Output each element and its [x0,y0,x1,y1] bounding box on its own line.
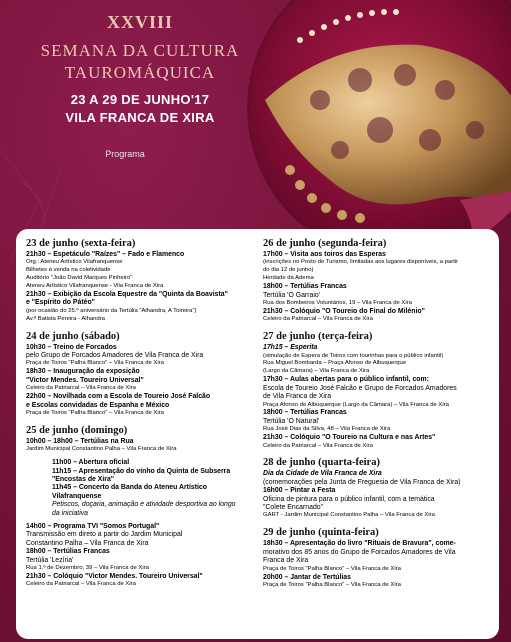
event-line: "Encostas de Xira" [52,475,115,483]
event-line: 21h30 – Colóquio "O Toureio do Final do Milénio" [263,307,425,315]
venue-line: Celeiro da Patriarcal – Vila Franca de Xira [263,316,373,323]
programa-label: Programa [105,149,145,159]
event-line: 11h45 – Concerto da Banda do Ateneu Artístico [52,484,207,492]
detail-line: de Vila Franca de Xira [263,393,332,401]
venue-line: Rua Miguel Bombarda – Praça Afonso de Albuquerque [263,360,407,367]
event-line: 17h30 – Aulas abertas para o público infantil, com: [263,376,429,384]
event-line: 10h30 – Treino de Forcados [26,343,117,351]
day-heading: 24 de junho (sábado) [26,330,120,342]
event-place: VILA FRANCA DE XIRA [65,110,215,125]
edition-number: XXVIII [106,12,173,32]
venue-line: (simulação de Espera de Toiros com tourinhas para o público infantil) [263,352,444,359]
detail-line: Oficina de pintura para o público infantil, com a temática [263,495,435,503]
event-line: 18h30 – Apresentação do livro "Rituais de Bravura", come- [263,540,456,548]
event-line: e "Espírito do Pátéo" [26,299,95,307]
venue-line: Jardim Municipal Constantino Palha – Vila Franca de Xira [26,446,177,453]
event-dates: 23 A 29 DE JUNHO'17 [70,92,210,107]
venue-line: GART - Jardim Municipal Constantino Palha – Vila Franca de Xira [263,512,435,519]
event-line: 21h30 – Espetáculo "Raízes" – Fado e Flamenco [26,251,185,258]
venue-line: Rua dos Bombeiros Voluntários, 19 – Vila Franca de Xira [263,299,412,306]
day-heading: 23 de junho (sexta-feira) [26,238,136,249]
day-section [26,330,261,418]
detail-line: pelo Grupo de Forcados Amadores de Vila Franca de Xira [26,352,204,360]
event-line: 18h30 – Inauguração da exposição [26,368,140,376]
venue-line: Herdade da Adema [263,275,314,282]
detail-line: Tertúlia 'Lezíria' [26,556,74,564]
event-line: 18h00 – Tertúlias Francas [263,409,347,417]
venue-line: (inscrições no Posto de Turismo, limitadas aos lugares disponíveis, a partir [263,259,459,266]
event-line: 21h30 – Colóquio "O Toureio na Cultura e nas Artes" [263,434,436,442]
event-line: 22h00 – Novilhada com a Escola de Toureio José Falcão [26,393,211,401]
event-title-line1: SEMANA DA CULTURA [40,41,240,60]
event-line: 21h30 – Exibição da Escola Equestre da "Quinta da Boavista" [26,291,228,299]
detail-line: morativo dos 85 anos do Grupo de Forcados Amadores de Vila [263,548,456,556]
day-section [26,424,261,589]
day-section [263,526,491,589]
event-line: 17h00 – Visita aos toiros das Esperas [263,251,386,258]
event-line: 17h15 – Esperita [263,344,318,352]
detail-line: Transmissão em direto a partir do Jardim Municipal [26,531,183,539]
event-line: Vilafranquense [52,492,102,500]
venue-line: Praça de Toiros "Palha Blanco" – Vila Franca de Xira [26,360,164,367]
day-heading: 27 de junho (terça-feira) [263,331,373,343]
venue-line: Celeiro da Patriarcal – Vila Franca de Xira [263,442,373,449]
detail-line: Franca de Xira [263,557,309,565]
venue-line: Praça Afonso de Albuquerque (Largo da Câmara) – Vila Franca de Xira [263,401,449,408]
event-line: "Victor Mendes. Toureiro Universal" [26,376,144,384]
venue-line: Rua 1.º de Dezembro, 39 – Vila Franca de Xira [26,565,149,571]
event-line: 11h15 – Apresentação do vinho da Quinta de Subserra [52,467,231,475]
detail-line: Tertúlia 'O Natural' [263,417,320,425]
day-heading: 25 de junho (domingo) [26,424,128,436]
event-line: 18h00 – Tertúlias Francas [26,548,110,556]
venue-line: Rua José Dias da Silva, 48 – Vila Franca de Xira [263,426,391,433]
program-column-right [263,237,491,596]
event-line: e Escolas convidadas de Espanha e México [26,401,170,409]
venue-line: Ateneu Artístico Vilafranquense - Vila Franca de Xira [26,283,164,290]
day-section [263,456,491,520]
event-line: 18h00 – Tertúlias Francas [263,283,347,291]
detail-line: "Colete Encarnado" [263,504,324,512]
detail-line: Escola de Toureio José Falcão e Grupo de Forcados Amadores [263,384,457,392]
venue-line: Bilhetes à venda na coletividade [26,267,111,274]
event-line: 21h30 – Colóquio "Victor Mendes. Toureiro Universal" [26,572,203,580]
venue-line: do dia 12 de junho) [263,267,314,274]
detail-line: Tertúlia 'O Garraio' [263,291,321,299]
day-heading: 29 de junho (quinta-feira) [263,527,379,539]
day-section [263,237,491,324]
detail-line: Constantino Palha – Vila Franca de Xira [26,539,149,547]
venue-line: (Largo da Câmara) – Vila Franca de Xira [263,368,370,375]
day-section [263,330,491,450]
venue-line: Praça de Toiros "Palha Blanco" – Vila Franca de Xira [26,409,164,416]
detail-line: da iniciativa [52,509,89,517]
venue-line: Org.: Ateneu Artístico Vilafranquense [26,259,123,266]
venue-line: Celeiro da Patriarcal – Vila Franca de Xira [26,385,136,392]
program-column-left [26,237,261,595]
event-line: 20h00 – Jantar de Tertúlias [263,573,351,581]
day-heading: 28 de junho (quarta-feira) [263,457,380,469]
venue-line: Praça de Toiros "Palha Blanco" – Vila Franca de Xira [263,581,401,588]
event-line: Dia da Cidade de Vila Franca de Xira [263,470,382,478]
event-line: 14h00 – Programa TVI "Somos Portugal" [26,522,160,530]
venue-line: Av.ª Batista Pereira - Alhandra [26,315,105,322]
event-line: 11h00 – Abertura oficial [52,459,130,467]
event-title-line2: TAUROMÁQUICA [64,63,216,82]
event-line: 16h00 – Pintar a Festa [263,487,336,495]
day-section [26,237,261,324]
day-heading: 26 de junho (segunda-feira) [263,238,387,249]
venue-line: Praça de Toiros "Palha Blanco" – Vila Franca de Xira [263,565,401,572]
venue-line: Auditório "João David Marques Pinheiro" [26,275,133,282]
event-line: 10h00 – 18h00 – Tertúlias na Rua [26,437,134,445]
venue-line: (por ocasião do 25.º aniversário da Tertúlia "Alhandra, A Toireira") [26,307,197,314]
detail-line: (comemorações pela Junta de Freguesia de Vila Franca de Xira) [263,478,461,486]
program-panel [16,229,499,639]
detail-line: Petiscos, doçaria, animação e atividade desportiva ao longo [52,501,236,509]
venue-line: Celeiro da Patriarcal – Vila Franca de Xira [26,581,136,588]
